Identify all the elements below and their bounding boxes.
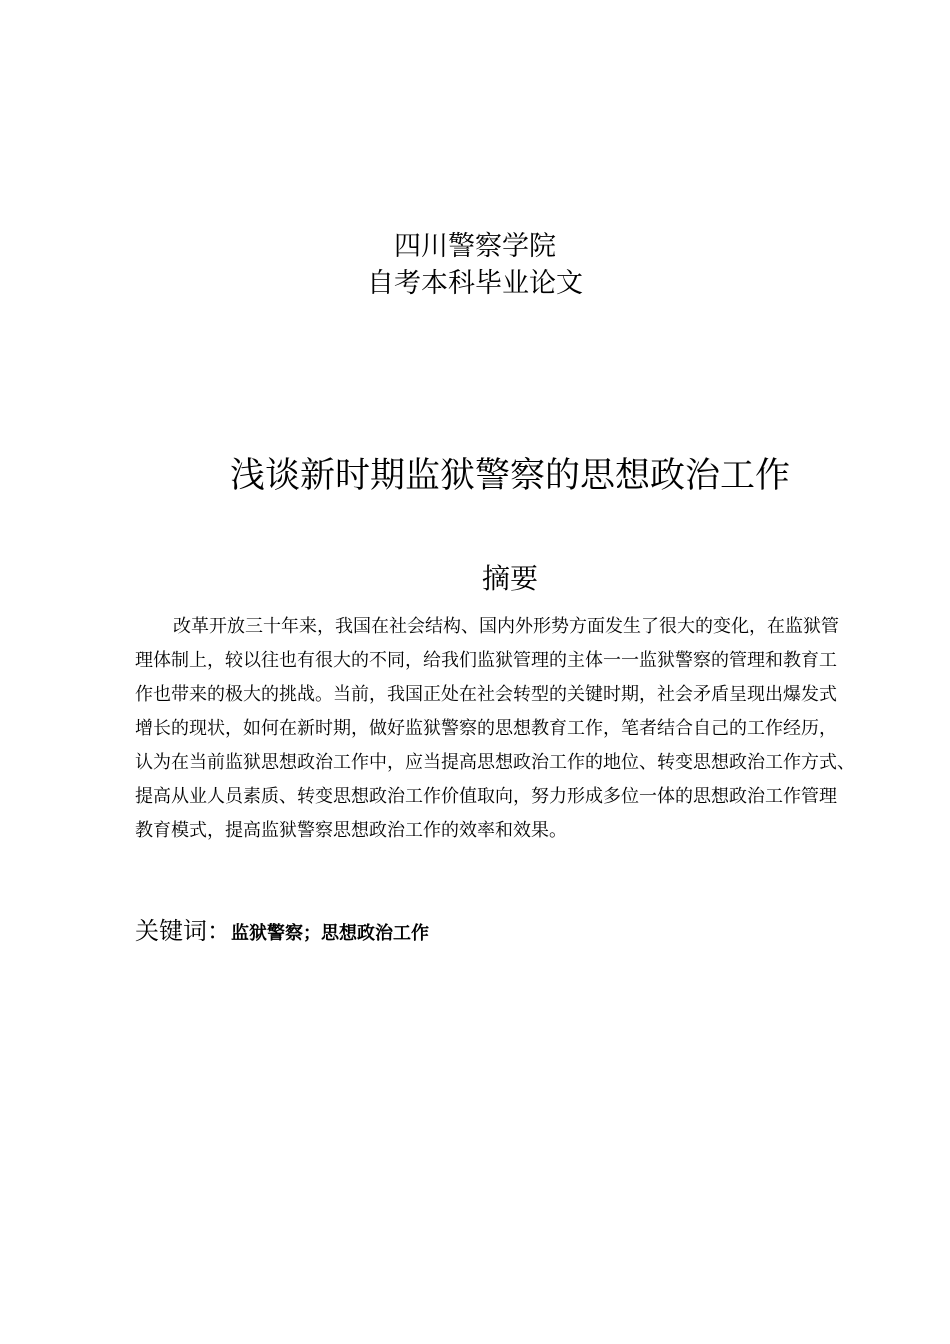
abstract-line: 改革开放三十年来，我国在社会结构、国内外形势方面发生了很大的变化，在监狱管 bbox=[173, 616, 839, 637]
abstract-line: 增长的现状，如何在新时期，做好监狱警察的思想教育工作，笔者结合自己的工作经历， bbox=[135, 718, 837, 739]
abstract-heading: 摘要 bbox=[481, 562, 538, 595]
keywords bbox=[135, 911, 885, 946]
keywords-values: 监狱警察；思想政治工作 bbox=[231, 923, 429, 944]
abstract-line: 认为在当前监狱思想政治工作中，应当提高思想政治工作的地位、转变思想政治工作方式、 bbox=[135, 752, 855, 773]
thesis-title: 浅谈新时期监狱警察的思想政治工作 bbox=[229, 456, 790, 496]
cover-header bbox=[0, 228, 950, 302]
thesis-type: 自考本科毕业论文 bbox=[367, 268, 583, 299]
institution-name: 四川警察学院 bbox=[394, 231, 556, 262]
abstract-line: 理体制上，较以往也有很大的不同，给我们监狱管理的主体一一监狱警察的管理和教育工 bbox=[135, 650, 837, 671]
abstract-line: 教育模式，提高监狱警察思想政治工作的效率和效果。 bbox=[135, 820, 567, 841]
abstract-body bbox=[135, 610, 887, 848]
keywords-label: 关键词： bbox=[135, 917, 231, 945]
abstract-line: 作也带来的极大的挑战。当前，我国正处在社会转型的关键时期，社会矛盾呈现出爆发式 bbox=[135, 684, 837, 705]
abstract-line: 提高从业人员素质、转变思想政治工作价值取向，努力形成多位一体的思想政治工作管理 bbox=[135, 786, 837, 807]
